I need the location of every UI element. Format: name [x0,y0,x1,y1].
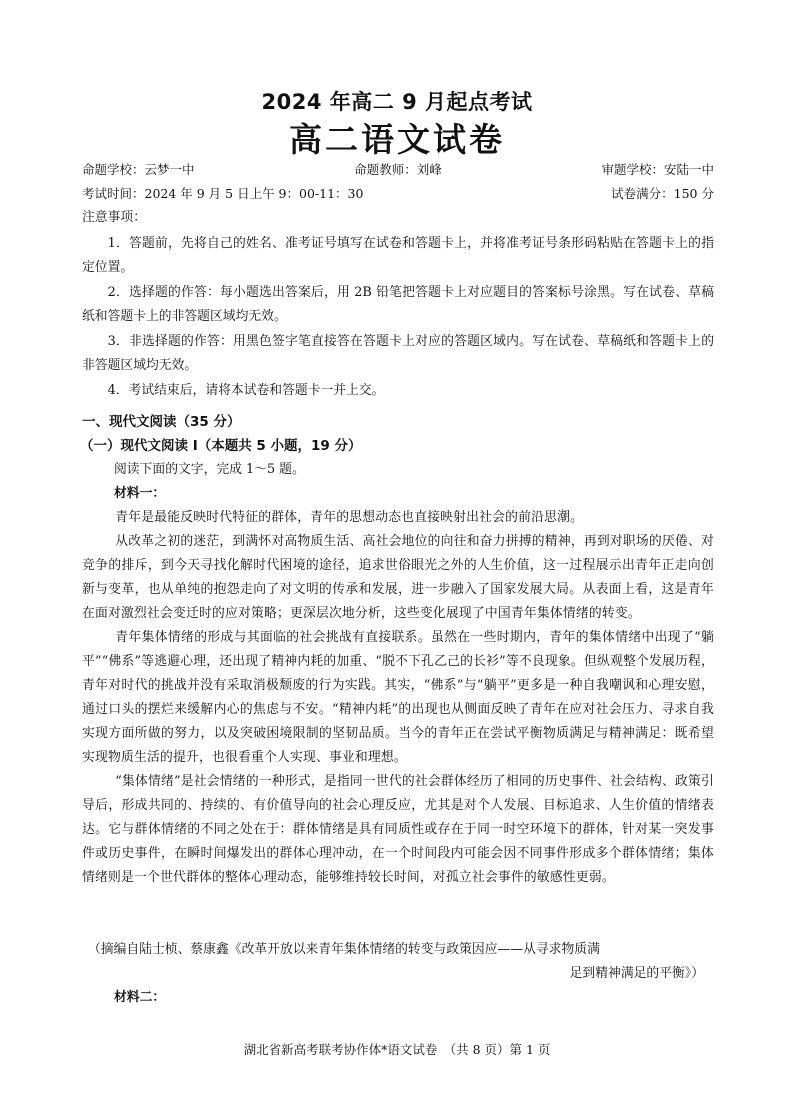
paragraph: 青年集体情绪的形成与其面临的社会挑战有直接联系。虽然在一些时期内，青年的集体情绪中出现了“躺平”“佛系”等逃避心理，还出现了精神内耗的加重、“脱不下孔乙己的长衫”等不良现象。但纵观整个发展历程，青年对时代的挑战并没有采取消极颓废的行为实践。其实，“佛系”与“躺平”更多是一种自我嘲讽和心理安慰，通过口头的摆烂来缓解内心的焦虑与不安。“精神内耗”的出现也从侧面反映了青年在应对社会压力、寻求自我实现方面所做的努力，以及突破困境限制的坚韧品质。当今的青年正在尝试平衡物质满足与精神满足：既希望实现物质生活的提升，也很看重个人实现、事业和理想。 [82,630,714,765]
note-item: 3．非选择题的作答：用黑色签字笔直接答在答题卡上对应的答题区域内。写在试卷、草稿纸和答题卡上的非答题区域均无效。 [82,334,714,373]
page-footer: 湖北省新高考联考协作体*语文试卷 （共 8 页）第 1 页 [243,1042,551,1057]
notes-list [82,232,714,404]
material-one-text [82,506,714,890]
source-citation [88,938,704,986]
material-two-label: 材料二： [114,990,166,1005]
paragraph: “集体情绪”是社会情绪的一种形式，是指同一世代的社会群体经历了相同的历史事件、社会结构、政策引导后，形成共同的、持续的、有价值导向的社会心理反应，尤其是对个人发展、目标追求、人生价值的情绪表达。它与群体情绪的不同之处在于：群体情绪是具有同质性或存在于同一时空环境下的群体，针对某一突发事件或历史事件，在瞬时间爆发出的群体心理冲动，在一个时间段内可能会因不同事件形成多个群体情绪；集体情绪则是一个世代群体的整体心理动态，能够维持较长时间，对孤立社会事件的敏感性更弱。 [82,774,714,885]
note-item: 2．选择题的作答：每小题选出答案后，用 2B 铅笔把答题卡上对应题目的答案标号涂黑。写在试卷、草稿纸和答题卡上的非答题区域均无效。 [82,285,714,324]
note-item: 1．答题前，先将自己的姓名、准考证号填写在试卷和答题卡上，并将准考证号条形码粘贴在答题卡上的指定位置。 [82,236,714,275]
paragraph: 从改革之初的迷茫，到满怀对高物质生活、高社会地位的向往和奋力拼搏的精神，再到对职场的厌倦、对竞争的排斥，到今天寻找化解时代困境的途径，追求世俗眼光之外的人生价值，这一过程展示出青年正走向创新与变革，也从单纯的抱怨走向了对文明的传承和发展，进一步融入了国家发展大局。从表面上看，这是青年在面对激烈社会变迁时的应对策略；更深层次地分析，这些变化展现了中国青年集体情绪的转变。 [82,534,714,621]
paper-title: 高二语文试卷 [289,120,505,159]
exam-time: 考试时间：2024 年 9 月 5 日上午 9：00-11：30 [82,186,364,201]
setter-school: 命题学校：云梦一中 [82,162,195,177]
subsection-heading: （一）现代文阅读 I（本题共 5 小题，19 分） [80,438,362,454]
meta-row-exam-info [82,184,714,202]
exam-title: 2024 年高二 9 月起点考试 [261,90,533,114]
meta-row-setters [82,160,714,178]
source-line-2: 足到精神满足的平衡》） [569,966,704,981]
reading-instruction: 阅读下面的文字，完成 1～5 题。 [114,462,305,477]
paragraph: 青年是最能反映时代特征的群体，青年的思想动态也直接映射出社会的前沿思潮。 [115,510,584,525]
setter-teacher: 命题教师：刘峰 [354,162,442,177]
source-line-1: （摘编自陆士桢、蔡康鑫《改革开放以来青年集体情绪的转变与政策因应——从寻求物质满 [88,942,600,957]
notes-heading: 注意事项： [82,210,146,225]
reviewer-school: 审题学校：安陆一中 [601,162,714,177]
note-item: 4．考试结束后，请将本试卷和答题卡一并上交。 [107,383,385,398]
full-score: 试卷满分：150 分 [611,186,714,201]
material-one-label: 材料一： [114,486,166,501]
section-heading: 一、现代文阅读（35 分） [82,414,241,430]
